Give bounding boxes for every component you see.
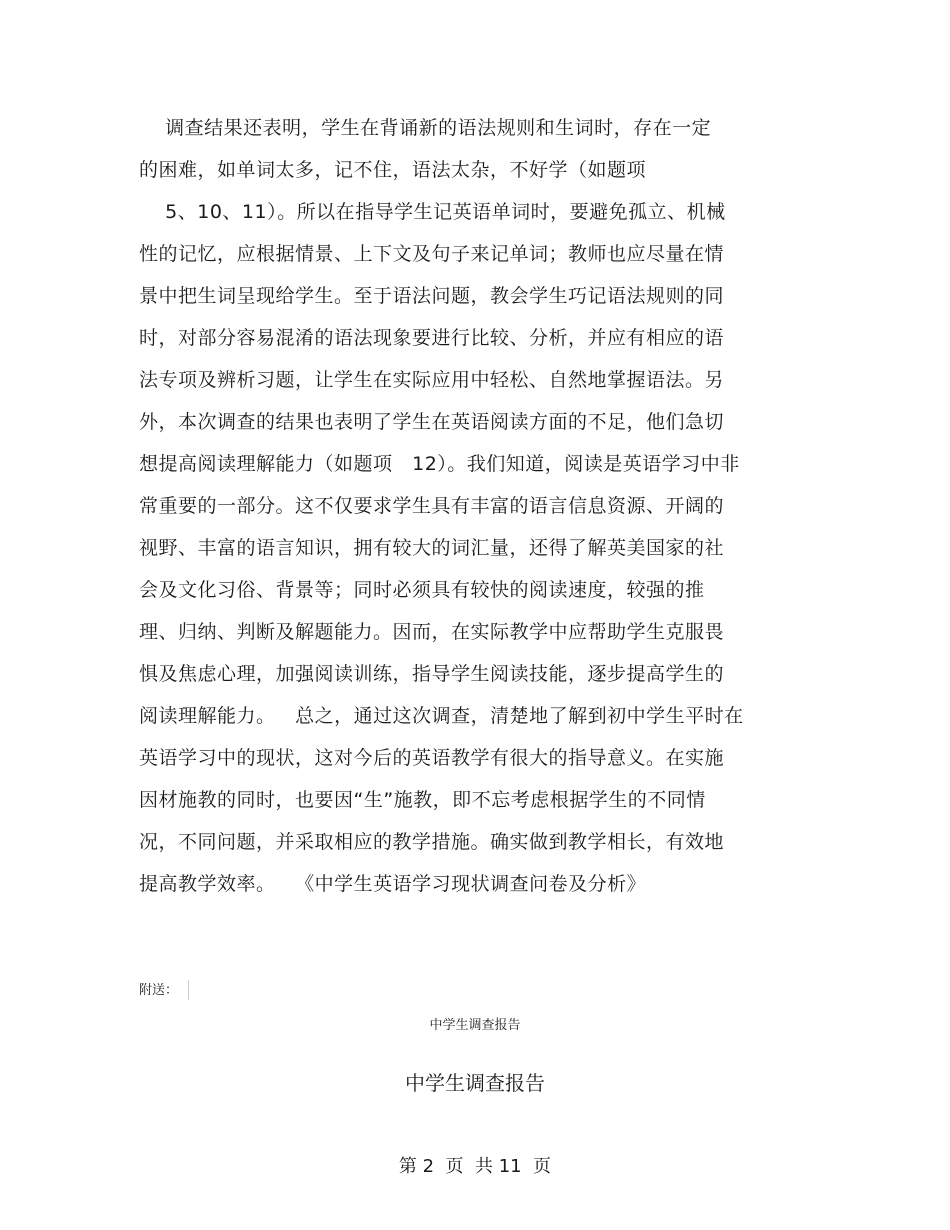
paragraph-line: 5、10、11）。所以在指导学生记英语单词时，要避免孤立、机械 <box>139 201 726 223</box>
paragraph-line: 因材施教的同时，也要因“生”施教，即不忘考虑根据学生的不同情 <box>139 789 706 811</box>
paragraph-line: 阅读理解能力。 总之，通过这次调查，清楚地了解到初中学生平时在 <box>139 705 744 727</box>
small-title: 中学生调查报告 <box>429 1018 521 1033</box>
divider <box>188 980 189 1000</box>
page-footer: 第 2 页 共 11 页 <box>398 1156 552 1177</box>
paragraph-line: 况，不同问题，并采取相应的教学措施。确实做到教学相长，有效地 <box>139 831 725 853</box>
paragraph-line: 调查结果还表明，学生在背诵新的语法规则和生词时，存在一定 <box>139 117 712 139</box>
paragraph-line: 外，本次调查的结果也表明了学生在英语阅读方面的不足，他们急切 <box>139 411 725 433</box>
paragraph-line: 的困难，如单词太多，记不住，语法太杂，不好学（如题项 <box>139 159 647 181</box>
paragraph-line: 理、归纳、判断及解题能力。因而，在实际教学中应帮助学生克服畏 <box>139 621 725 643</box>
paragraph-line: 惧及焦虑心理，加强阅读训练，指导学生阅读技能，逐步提高学生的 <box>139 663 725 685</box>
paragraph-line: 提高教学效率。 《中学生英语学习现状调查问卷及分析》 <box>139 873 647 895</box>
paragraph-line: 会及文化习俗、背景等；同时必须具有较快的阅读速度，较强的推 <box>139 579 705 601</box>
paragraph-line: 景中把生词呈现给学生。至于语法问题，教会学生巧记语法规则的同 <box>139 285 725 307</box>
paragraph-line: 法专项及辨析习题，让学生在实际应用中轻松、自然地掌握语法。另 <box>139 369 725 391</box>
paragraph-line: 视野、丰富的语言知识，拥有较大的词汇量，还得了解英美国家的社 <box>139 537 725 559</box>
paragraph-line: 想提高阅读理解能力（如题项 12）。我们知道，阅读是英语学习中非 <box>139 453 740 475</box>
paragraph-line: 常重要的一部分。这不仅要求学生具有丰富的语言信息资源、开阔的 <box>139 495 725 517</box>
attachment-label: 附送： <box>139 983 179 998</box>
main-title: 中学生调查报告 <box>405 1071 545 1095</box>
paragraph-line: 性的记忆，应根据情景、上下文及句子来记单词；教师也应尽量在情 <box>139 243 725 265</box>
paragraph-line: 英语学习中的现状，这对今后的英语教学有很大的指导意义。在实施 <box>139 747 725 769</box>
paragraph-line: 时，对部分容易混淆的语法现象要进行比较、分析，并应有相应的语 <box>139 327 725 349</box>
